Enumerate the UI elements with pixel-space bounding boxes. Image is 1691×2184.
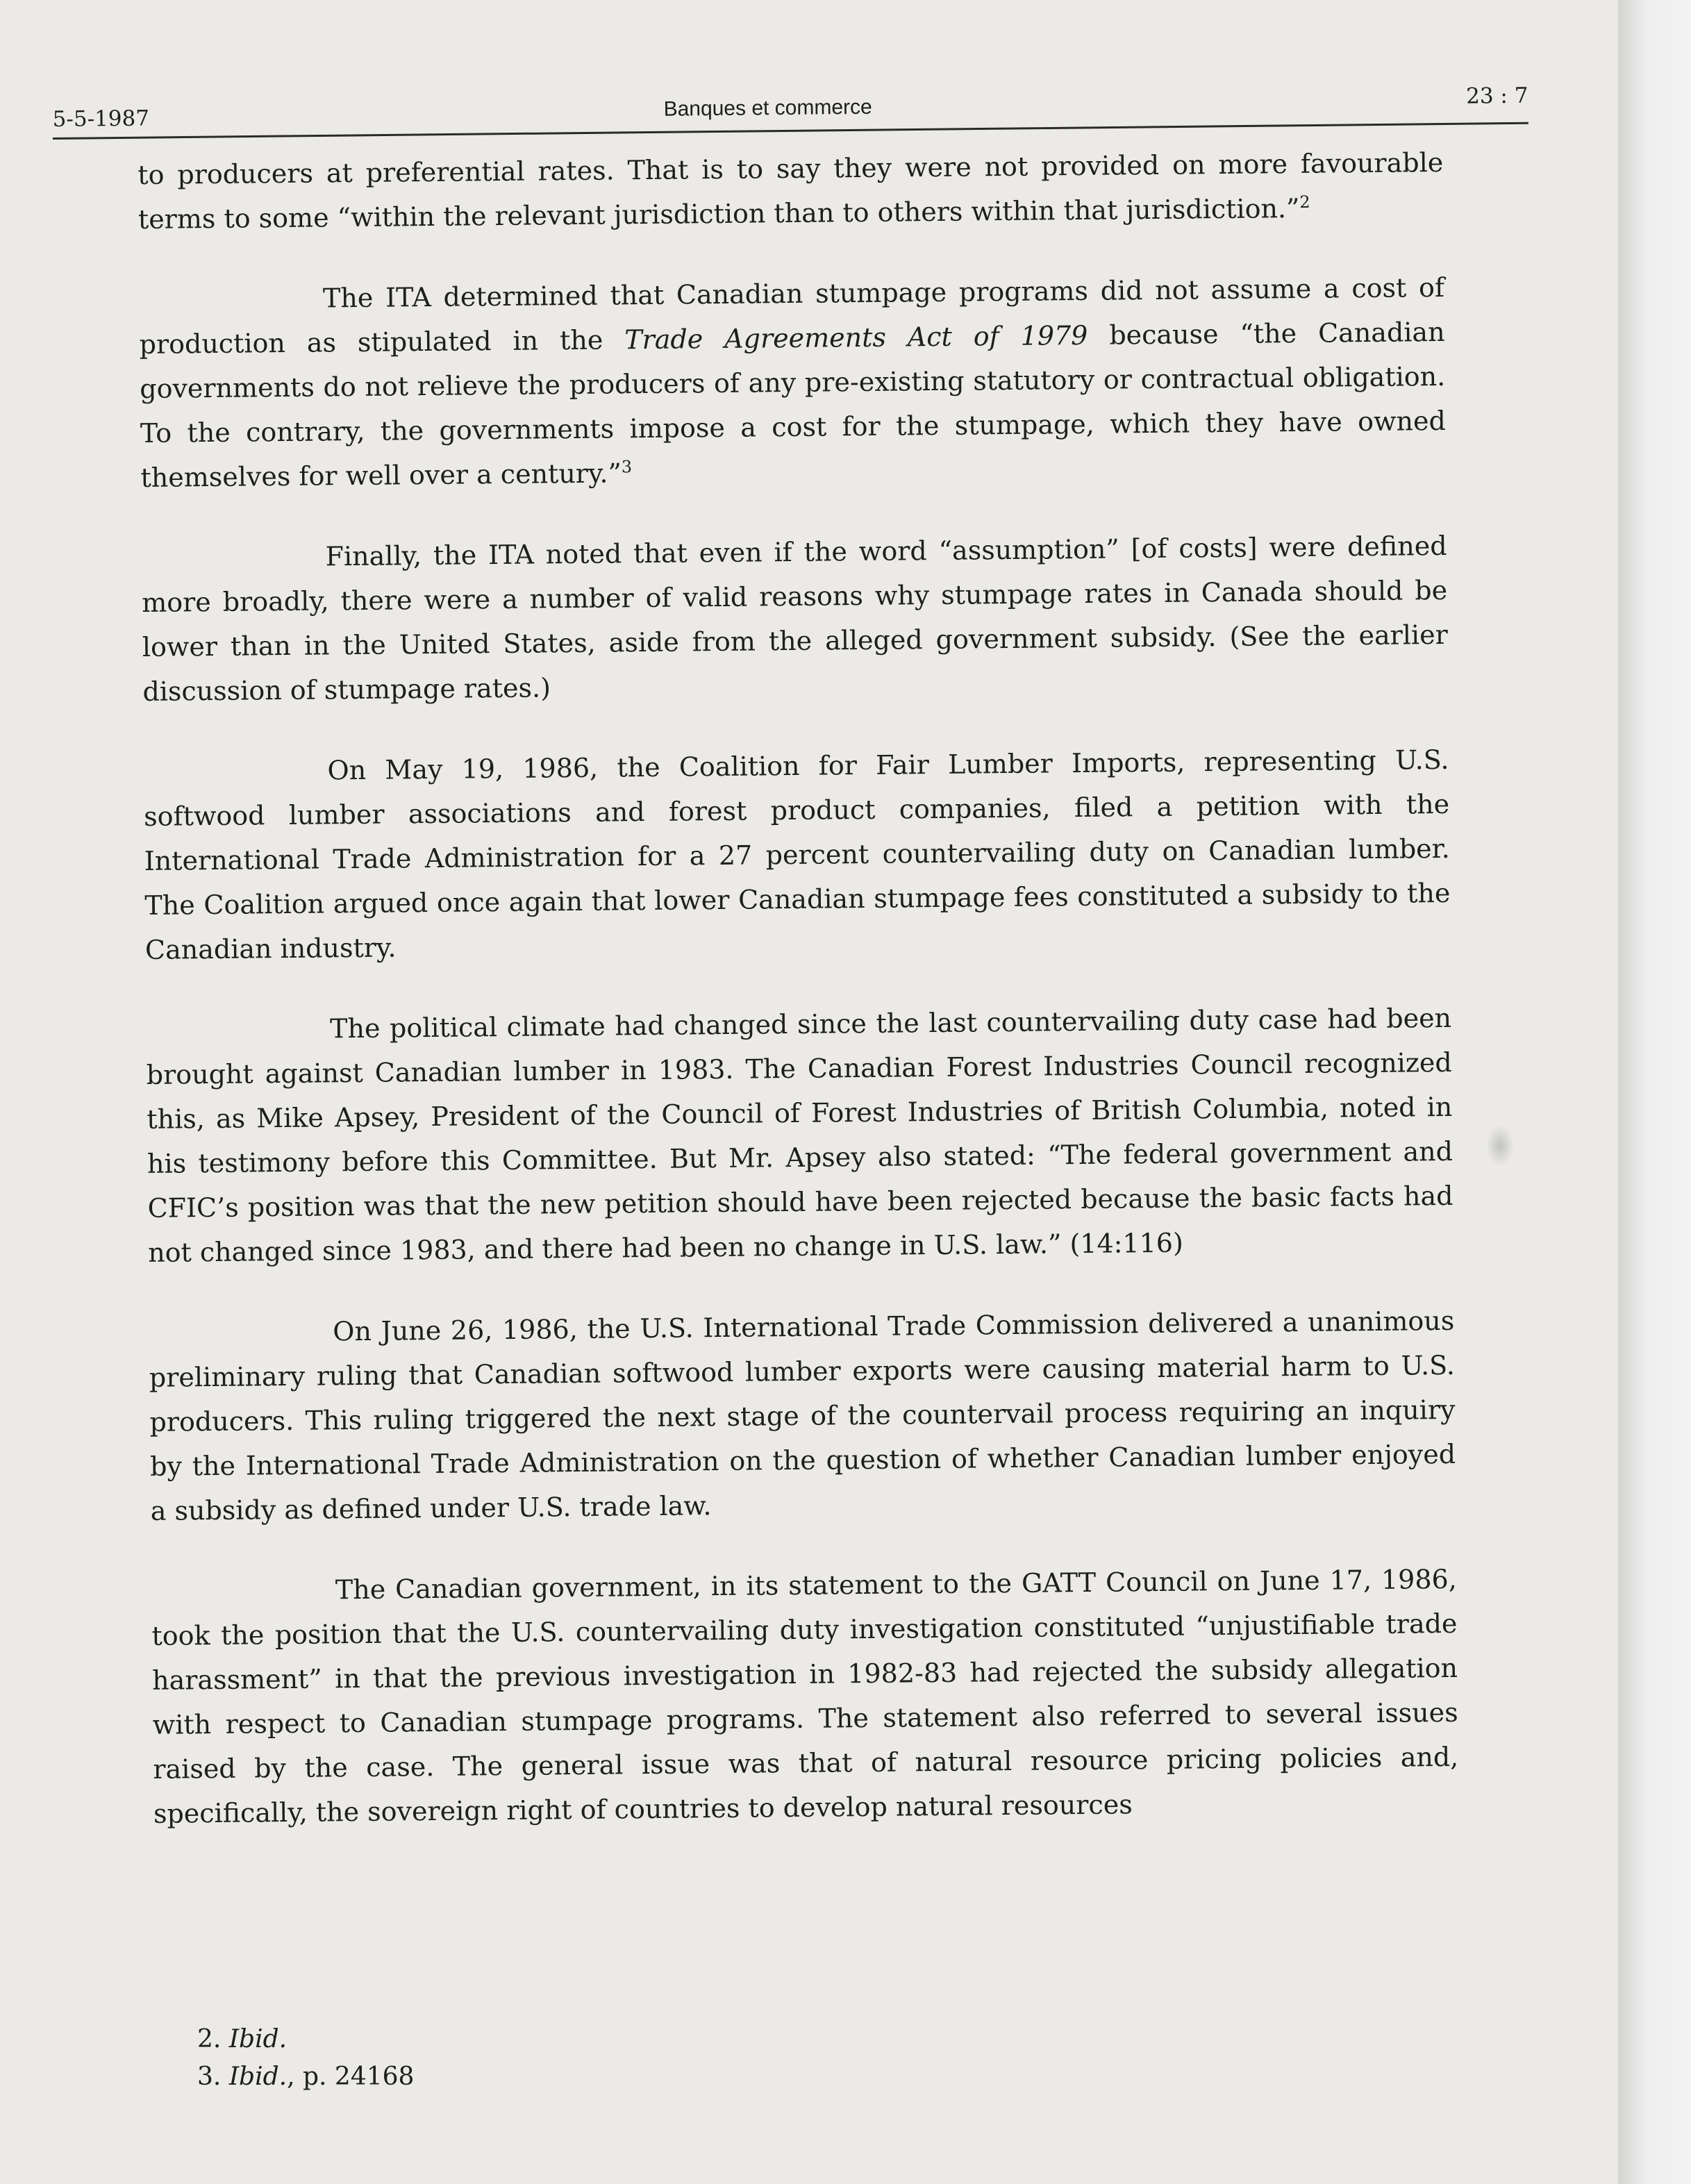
header-title: Banques et commerce bbox=[663, 95, 872, 121]
body-text bbox=[138, 140, 1459, 1836]
footnote-3: 3. Ibid., p. 24168 bbox=[197, 2062, 415, 2091]
header-page-number: 23 : 7 bbox=[1465, 83, 1528, 109]
paragraph-4: On May 19, 1986, the Coalition for Fair Lumber Imports, representing U.S. softwood lumber associations and forest product companies, filed a petition with the International Trade Administration for a 27 percent countervailing duty on Canadian lumber. The Coalition argued once again that lower Canadian stumpage fees constituted a subsidy to the Canadian industry. bbox=[143, 744, 1451, 965]
paragraph-2: The ITA determined that Canadian stumpage programs did not assume a cost of production as stipulated in the Trade Agreements Act of 1979 because “the Canadian governments do not relieve the producers of any pre-existing statutory or contractual obligation. To the contrary, the governments impose a cost for the stumpage, which they have owned themselves for well over a century.”$^3$ bbox=[139, 272, 1447, 493]
page-edge bbox=[1618, 0, 1691, 2184]
paragraph-3: Finally, the ITA noted that even if the word “assumption” [of costs] were defined more broadly, there were a number of valid reasons why stumpage rates in Canada should be lower than in the United States, aside from the alleged government subsidy. (See the earlier discussion of stumpage rates.) bbox=[142, 530, 1448, 707]
paragraph-5: The political climate had changed since the last countervailing duty case had been brought against Canadian lumber in 1983. The Canadian Forest Industries Council recognized this, as Mike Apsey, President of the Council of Forest Industries of British Columbia, noted in his testimony before this Committee. But Mr. Apsey also stated: “The federal government and CFIC’s position was that the new petition should have been rejected because the basic facts had not changed since 1983, and there had been no change in U.S. law.” (14:116) bbox=[146, 1002, 1453, 1268]
header-date: 5-5-1987 bbox=[52, 106, 150, 133]
paragraph-6: On June 26, 1986, the U.S. International Trade Commission delivered a unanimous preliminary ruling that Canadian softwood lumber exports were causing material harm to U.S. producers. This ruling triggered the next stage of the countervail process requiring an inquiry by the International Trade Administration on the question of whether Canadian lumber enjoyed a subsidy as defined under U.S. trade law. bbox=[149, 1305, 1456, 1526]
footnote-ref-3: 3 bbox=[621, 457, 633, 477]
footnote-2: 2. Ibid. bbox=[197, 2025, 288, 2053]
paragraph-1: to producers at preferential rates. That is to say they were not provided on more favourable terms to some “within the relevant jurisdiction than to others within that jurisdiction.”$^2$ bbox=[138, 147, 1444, 235]
paper-mark bbox=[1486, 1125, 1514, 1167]
footnotes bbox=[197, 2021, 414, 2096]
footnote-ref-2: 2 bbox=[1299, 192, 1310, 212]
running-header bbox=[52, 67, 1528, 140]
paragraph-7: The Canadian government, in its statement to the GATT Council on June 17, 1986, took the position that the U.S. countervailing duty investigation constituted “unjustifiable trade harassment” in that the previous investigation in 1982-83 had rejected the subsidy allegation with respect to Canadian stumpage programs. The statement also referred to several issues raised by the case. The general issue was that of natural resource pricing policies and, specifically, the sovereign right of countries to develop natural resources bbox=[151, 1563, 1459, 1829]
act-title: Trade Agreements Act of 1979 bbox=[624, 319, 1088, 356]
